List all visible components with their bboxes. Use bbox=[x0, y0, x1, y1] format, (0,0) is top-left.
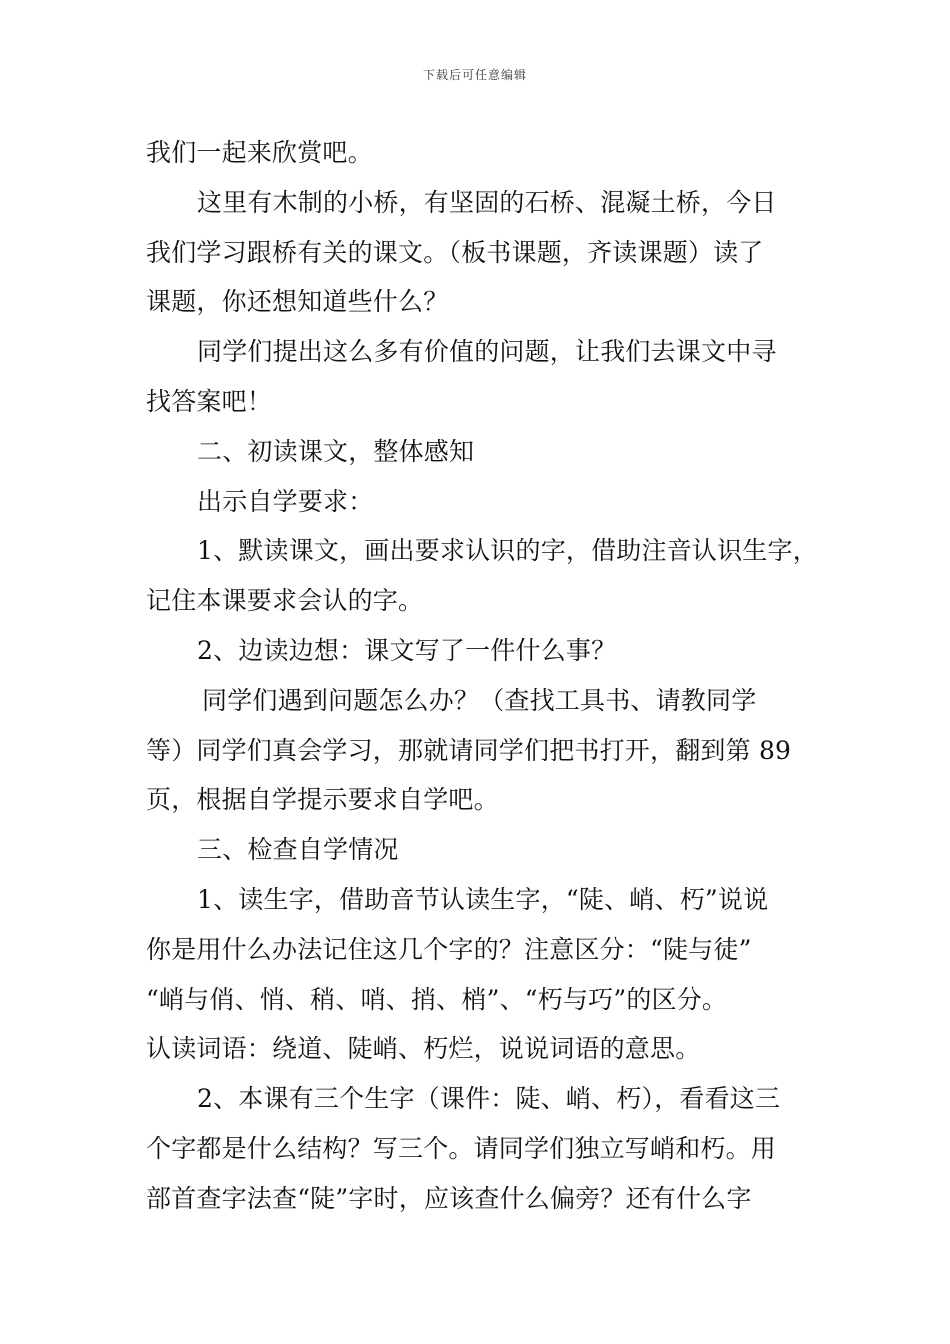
text-line: 我们学习跟桥有关的课文。（板书课题，齐读课题）读了 bbox=[146, 237, 764, 267]
list-item-line: 2、边读边想：课文写了一件什么事？ bbox=[197, 635, 617, 665]
section-heading: 三、检查自学情况 bbox=[197, 835, 399, 865]
text-line: 记住本课要求会认的字。 bbox=[146, 586, 424, 616]
paragraph-line: 出示自学要求： bbox=[197, 486, 374, 516]
text-line: 课题，你还想知道些什么？ bbox=[146, 287, 449, 317]
page-header-note: 下载后可任意编辑 bbox=[422, 68, 527, 82]
paragraph-line: 同学们遇到问题怎么办？（查找工具书、请教同学 bbox=[202, 685, 757, 715]
text-line: 我们一起来欣赏吧。 bbox=[146, 138, 373, 167]
list-item-line: 2、本课有三个生字（课件：陡、峭、朽），看看这三 bbox=[197, 1084, 781, 1114]
text-line: 认读词语：绕道、陡峭、朽烂，说说词语的意思。 bbox=[146, 1034, 701, 1064]
section-heading: 二、初读课文，整体感知 bbox=[197, 436, 475, 466]
document-body bbox=[146, 128, 826, 1224]
text-line: 个字都是什么结构？写三个。请同学们独立写峭和朽。用 bbox=[146, 1133, 777, 1163]
paragraph-line: 这里有木制的小桥，有坚固的石桥、混凝土桥，今日 bbox=[197, 187, 777, 217]
text-line: 找答案吧！ bbox=[146, 386, 273, 416]
text-line: “峭与俏、悄、稍、哨、捎、梢”、“朽与巧”的区分。 bbox=[146, 984, 728, 1014]
text-line: 你是用什么办法记住这几个字的？注意区分：“陡与徒” bbox=[146, 934, 752, 964]
list-item-line: 1、默读课文，画出要求认识的字，借助注音认识生字， bbox=[197, 536, 818, 566]
text-line: 部首查字法查“陡”字时，应该查什么偏旁？还有什么字 bbox=[146, 1183, 752, 1213]
list-item-line: 1、读生字，借助音节认读生字，“陡、峭、朽”说说 bbox=[197, 884, 769, 914]
text-line: 等）同学们真会学习，那就请同学们把书打开，翻到第 89 bbox=[146, 735, 792, 765]
text-line: 页，根据自学提示要求自学吧。 bbox=[146, 785, 499, 815]
paragraph-line: 同学们提出这么多有价值的问题，让我们去课文中寻 bbox=[197, 337, 777, 367]
